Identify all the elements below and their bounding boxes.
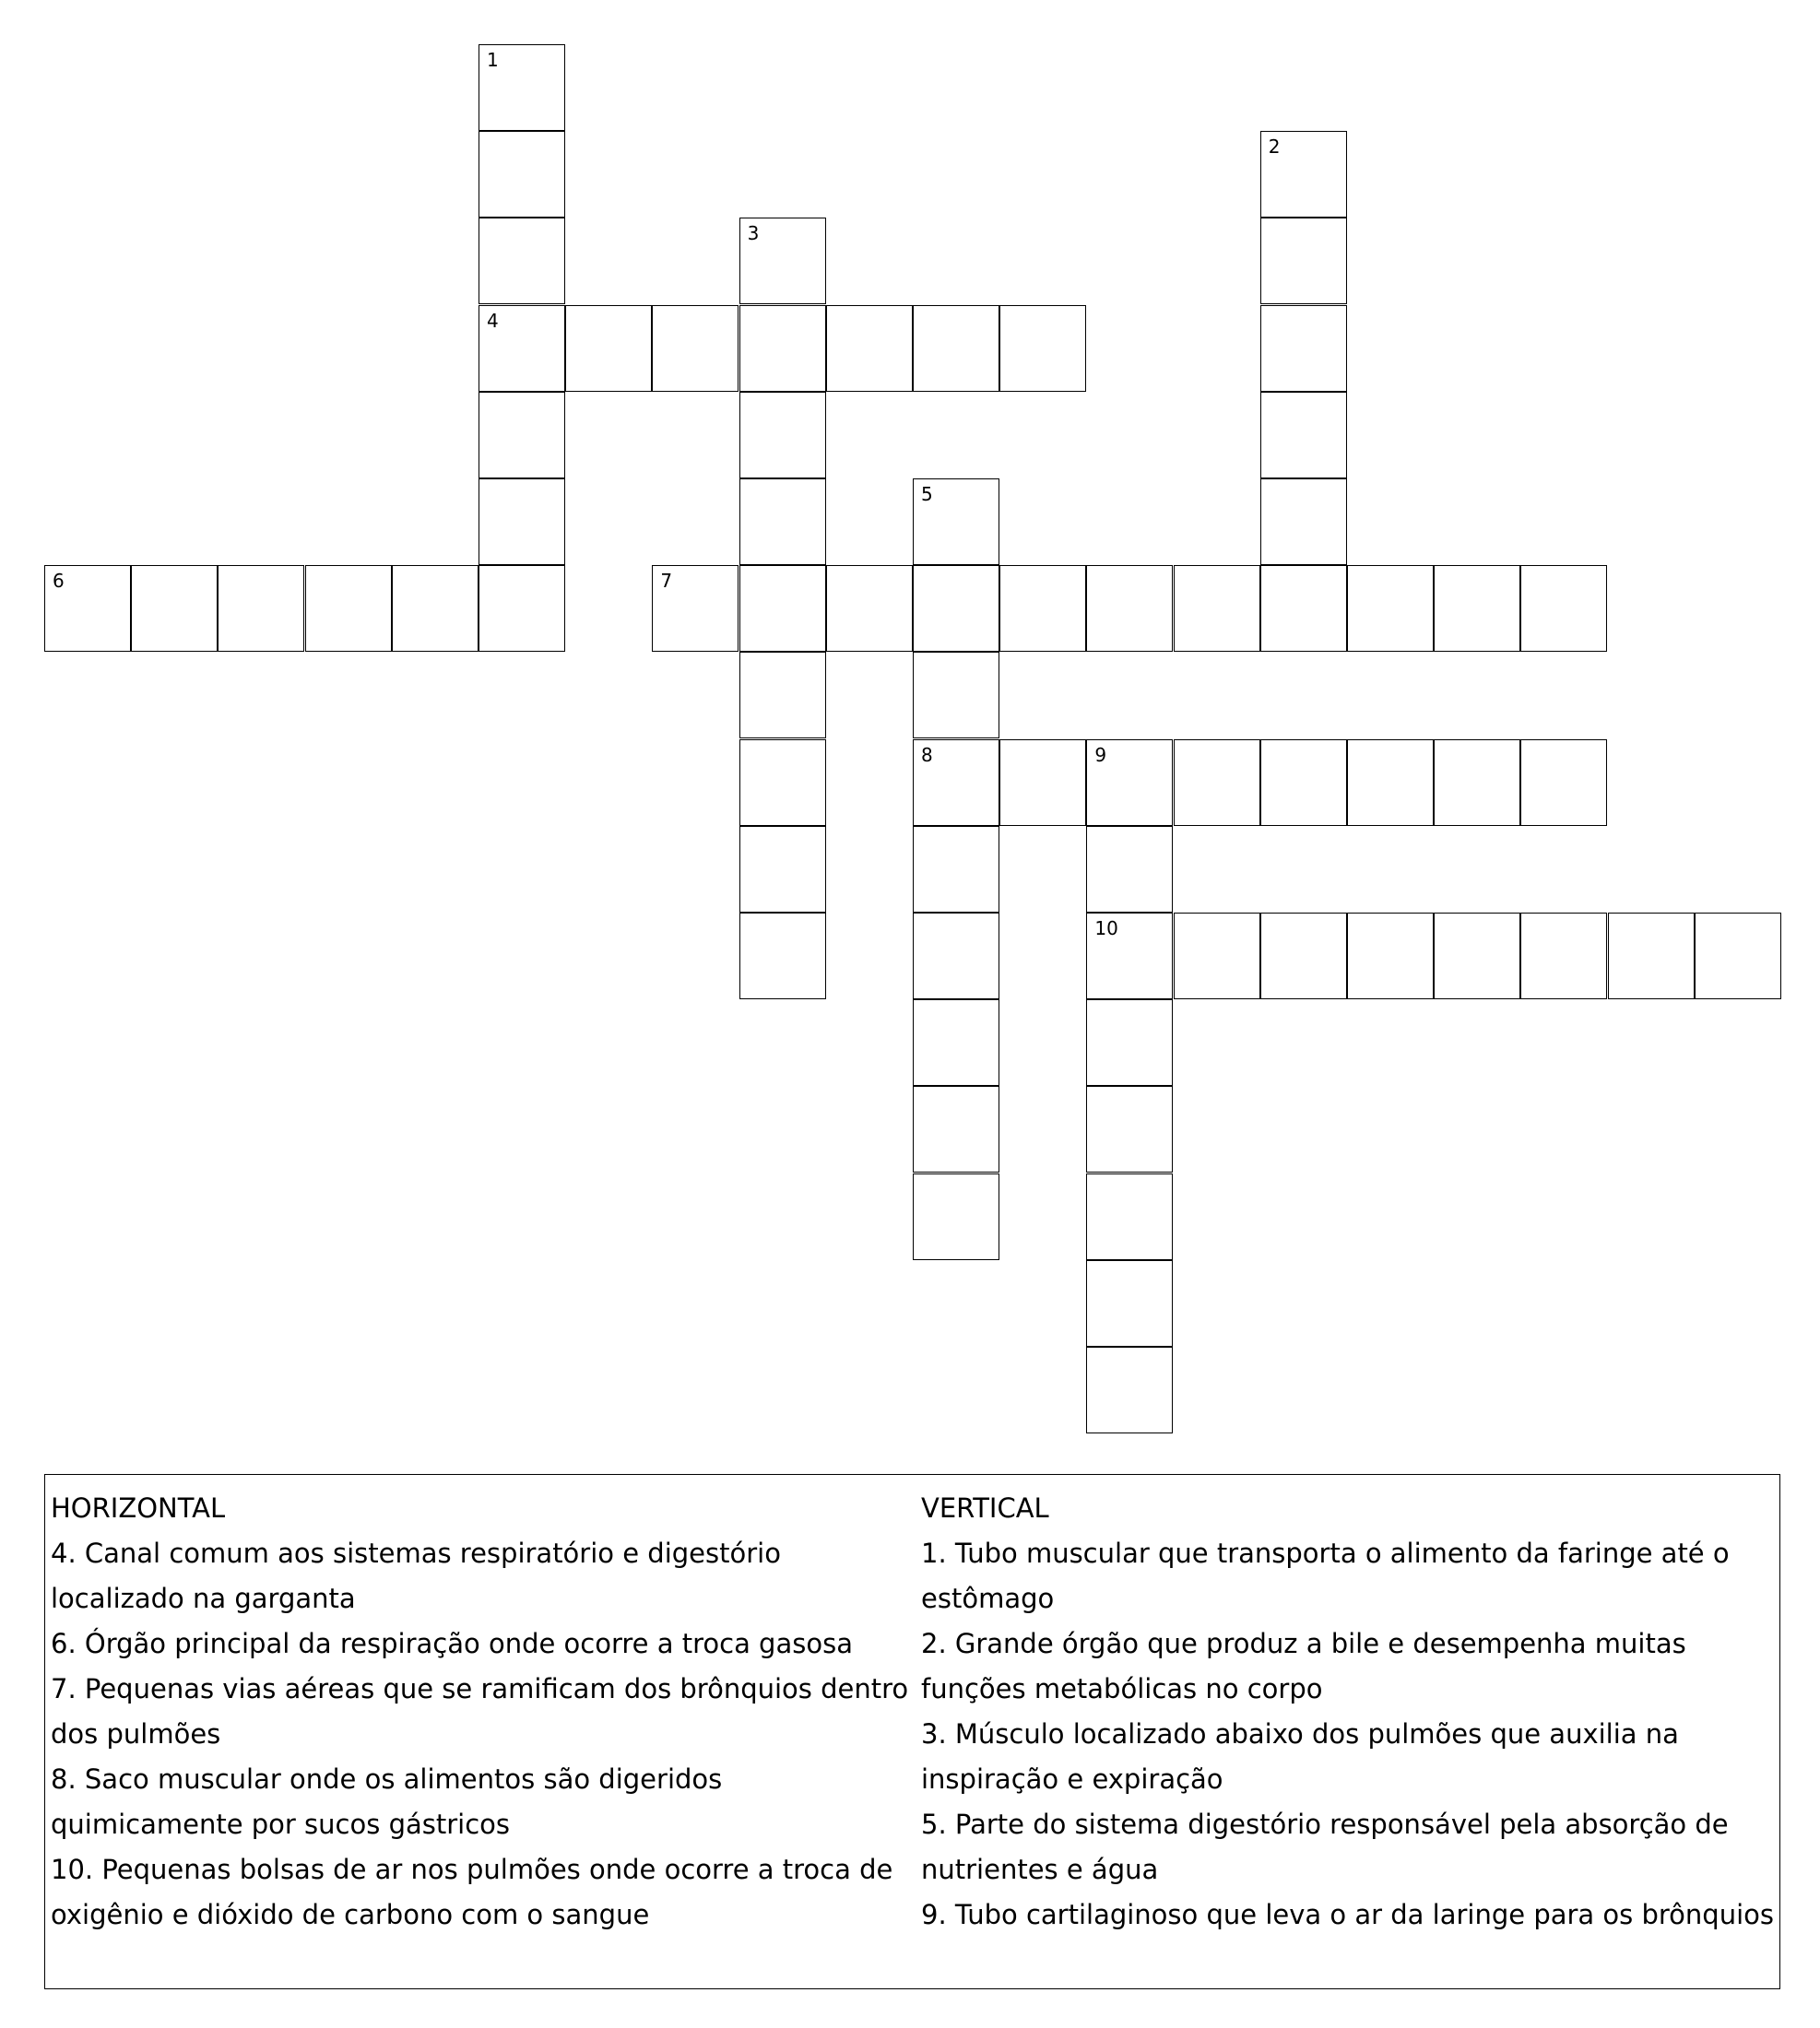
crossword-cell[interactable] — [913, 478, 999, 565]
crossword-cell[interactable] — [44, 565, 131, 652]
crossword-cell[interactable] — [1434, 739, 1520, 826]
crossword-cell[interactable] — [739, 478, 826, 565]
crossword-cell[interactable] — [1086, 826, 1173, 913]
crossword-cell[interactable] — [1086, 1086, 1173, 1173]
crossword-cell[interactable] — [913, 999, 999, 1086]
crossword-cell[interactable] — [131, 565, 218, 652]
clue-horizontal-6: 6. Órgão principal da respiração onde ocorre a troca gasosa — [51, 1628, 853, 1659]
crossword-cell[interactable] — [652, 565, 739, 652]
clue-number: 4 — [487, 309, 499, 332]
crossword-cell[interactable] — [1434, 565, 1520, 652]
crossword-cell[interactable] — [739, 913, 826, 999]
crossword-cell[interactable] — [739, 305, 826, 392]
crossword-cell[interactable] — [913, 1086, 999, 1173]
crossword-cell[interactable] — [999, 305, 1086, 392]
clue-number: 5 — [921, 483, 933, 505]
crossword-cell[interactable] — [479, 305, 565, 392]
crossword-cell[interactable] — [1174, 913, 1260, 999]
crossword-cell[interactable] — [913, 652, 999, 738]
clue-horizontal-7: 7. Pequenas vias aéreas que se ramificam dos brônquios dentro dos pulmões — [51, 1673, 909, 1750]
crossword-cell[interactable] — [739, 739, 826, 826]
crossword-cell[interactable] — [652, 305, 739, 392]
crossword-cell[interactable] — [1520, 913, 1607, 999]
crossword-cell[interactable] — [479, 218, 565, 304]
clue-horizontal-8: 8. Saco muscular onde os alimentos são digeridos quimicamente por sucos gástricos — [51, 1763, 723, 1840]
crossword-cell[interactable] — [826, 305, 913, 392]
crossword-cell[interactable] — [739, 218, 826, 304]
crossword-cell[interactable] — [1520, 739, 1607, 826]
clue-horizontal-10: 10. Pequenas bolsas de ar nos pulmões onde ocorre a troca de oxigênio e dióxido de carbono com o sangue — [51, 1854, 893, 1930]
clue-number: 10 — [1094, 917, 1118, 939]
crossword-cell[interactable] — [1260, 739, 1347, 826]
clue-vertical-9: 9. Tubo cartilaginoso que leva o ar da laringe para os brônquios — [921, 1899, 1774, 1930]
clue-horizontal-4: 4. Canal comum aos sistemas respiratório e digestório localizado na garganta — [51, 1538, 781, 1614]
vertical-clues — [921, 1486, 1779, 1938]
crossword-cell[interactable] — [1086, 913, 1173, 999]
crossword-cell[interactable] — [913, 739, 999, 826]
crossword-cell[interactable] — [218, 565, 304, 652]
crossword-cell[interactable] — [913, 826, 999, 913]
crossword-cell[interactable] — [999, 739, 1086, 826]
crossword-cell[interactable] — [1086, 565, 1173, 652]
crossword-cell[interactable] — [1086, 739, 1173, 826]
clue-vertical-2: 2. Grande órgão que produz a bile e desempenha muitas funções metabólicas no corpo — [921, 1628, 1686, 1704]
clues-panel — [44, 1474, 1780, 1989]
clue-number: 6 — [53, 570, 65, 593]
crossword-cell[interactable] — [1086, 1260, 1173, 1347]
clue-number: 1 — [487, 49, 499, 71]
crossword-cell[interactable] — [913, 305, 999, 392]
crossword-cell[interactable] — [739, 392, 826, 478]
crossword-cell[interactable] — [1520, 565, 1607, 652]
crossword-cell[interactable] — [999, 565, 1086, 652]
crossword-cell[interactable] — [739, 652, 826, 738]
crossword-cell[interactable] — [1260, 478, 1347, 565]
crossword-cell[interactable] — [392, 565, 479, 652]
clue-number: 7 — [660, 570, 673, 593]
crossword-cell[interactable] — [1086, 1173, 1173, 1260]
clue-vertical-5: 5. Parte do sistema digestório responsável pela absorção de nutrientes e água — [921, 1809, 1729, 1885]
crossword-cell[interactable] — [826, 565, 913, 652]
crossword-cell[interactable] — [305, 565, 392, 652]
crossword-cell[interactable] — [1608, 913, 1695, 999]
crossword-cell[interactable] — [913, 565, 999, 652]
crossword-cell[interactable] — [479, 392, 565, 478]
crossword-cell[interactable] — [1347, 913, 1434, 999]
crossword-cell[interactable] — [1086, 999, 1173, 1086]
crossword-cell[interactable] — [1260, 305, 1347, 392]
horizontal-clues-title: HORIZONTAL — [51, 1492, 226, 1524]
crossword-cell[interactable] — [1260, 218, 1347, 304]
crossword-cell[interactable] — [913, 913, 999, 999]
clue-number: 9 — [1094, 743, 1107, 766]
crossword-cell[interactable] — [479, 565, 565, 652]
crossword-cell[interactable] — [1260, 131, 1347, 218]
crossword-cell[interactable] — [913, 1173, 999, 1260]
crossword-cell[interactable] — [1260, 392, 1347, 478]
crossword-cell[interactable] — [1695, 913, 1781, 999]
crossword-cell[interactable] — [565, 305, 652, 392]
crossword-cell[interactable] — [479, 44, 565, 131]
clue-vertical-3: 3. Músculo localizado abaixo dos pulmões que auxilia na inspiração e expiração — [921, 1718, 1679, 1795]
clue-number: 3 — [747, 222, 760, 245]
crossword-cell[interactable] — [479, 131, 565, 218]
crossword-cell[interactable] — [1347, 739, 1434, 826]
crossword-cell[interactable] — [739, 565, 826, 652]
clue-number: 8 — [921, 743, 933, 766]
crossword-cell[interactable] — [1260, 913, 1347, 999]
clue-vertical-1: 1. Tubo muscular que transporta o alimento da faringe até o estômago — [921, 1538, 1730, 1614]
crossword-cell[interactable] — [479, 478, 565, 565]
crossword-cell[interactable] — [1434, 913, 1520, 999]
horizontal-clues — [51, 1486, 917, 1938]
crossword-cell[interactable] — [1174, 739, 1260, 826]
crossword-cell[interactable] — [1260, 565, 1347, 652]
crossword-cell[interactable] — [739, 826, 826, 913]
crossword-cell[interactable] — [1086, 1347, 1173, 1433]
crossword-cell[interactable] — [1347, 565, 1434, 652]
vertical-clues-title: VERTICAL — [921, 1492, 1049, 1524]
clue-number: 2 — [1268, 136, 1281, 159]
crossword-cell[interactable] — [1174, 565, 1260, 652]
